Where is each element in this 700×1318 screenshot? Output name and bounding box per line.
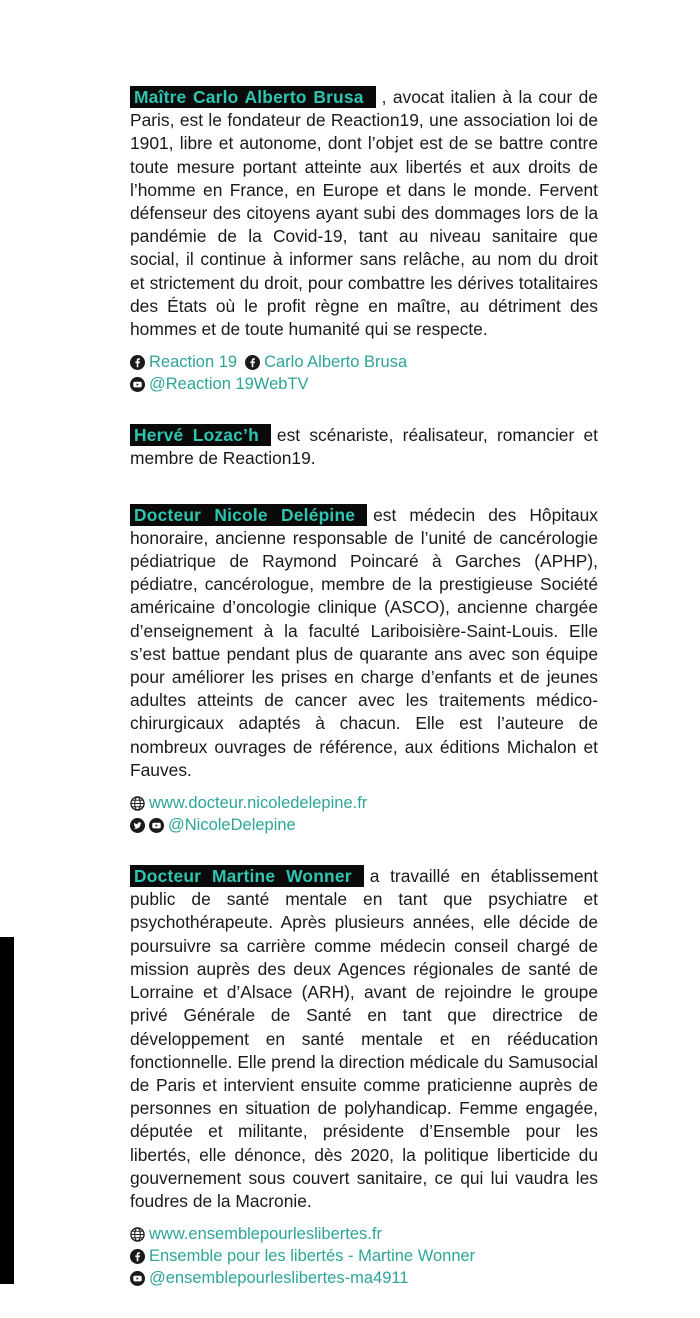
bio-text: est scénariste, réalisateur, romancier et membre de Reaction19. [130, 425, 599, 469]
links [130, 792, 598, 836]
biographies [130, 86, 598, 1318]
youtube-icon [130, 377, 145, 392]
name-tag: Maître Carlo Alberto Brusa [130, 86, 376, 108]
website-link[interactable]: www.docteur.nicoledelepine.fr [149, 793, 368, 812]
name-tag: Docteur Nicole Delépine [130, 504, 367, 526]
facebook-icon [130, 355, 145, 370]
name-tag: Hervé Lozac’h [130, 424, 271, 446]
bio-delepine [130, 504, 598, 836]
twitter-icon [130, 818, 145, 833]
website-link[interactable]: www.ensemblepourleslibertes.fr [149, 1224, 382, 1243]
links [130, 351, 598, 395]
globe-icon [130, 1227, 145, 1242]
name-tag: Docteur Martine Wonner [130, 865, 364, 887]
bio-lozach [130, 424, 598, 470]
facebook-link[interactable]: Ensemble pour les libertés - Martine Wonner [149, 1246, 476, 1265]
facebook-icon [130, 1249, 145, 1264]
bio-text: a travaillé en établissement public de santé mentale en tant que psychiatre et psychothérapeute. Après plusieurs années, elle décide de poursuivre sa carrière comme médecin conseil chargé de mission auprès des deux Agences régionales de santé de Lorraine et d’Alsace (ARH), avant de rejoindre le groupe privé Générale de Santé en tant que directrice de développement en santé mentale et en rééducation fonctionnelle. Elle prend la direction médicale du Samusocial de Paris et intervient ensuite comme praticienne auprès de personnes en situation de polyhandicap. Femme engagée, députée et militante, présidente d’Ensemble pour les libertés, elle dénonce, dès 2020, la politique liberticide du gouvernement sous couvert sanitaire, ce qui lui vaudra les foudres de la Macronie. [130, 866, 598, 1211]
facebook-icon [245, 355, 260, 370]
bio-brusa [130, 86, 598, 395]
link-row [130, 373, 598, 395]
bio-paragraph [130, 504, 598, 782]
globe-icon [130, 796, 145, 811]
links [130, 1223, 598, 1289]
facebook-link[interactable]: Carlo Alberto Brusa [264, 352, 408, 371]
youtube-icon [130, 1271, 145, 1286]
link-row [130, 792, 598, 814]
youtube-icon [149, 818, 164, 833]
bio-paragraph [130, 865, 598, 1213]
bio-text: , avocat italien à la cour de Paris, est le fondateur de Reaction19, une association loi de 1901, libre et autonome, dont l’objet est de se battre contre toute mesure portant atteinte aux libertés et aux droits de l’homme en France, en Europe et dans le monde. Fervent défenseur des citoyens ayant subi des dommages lors de la pandémie de la Covid-19, tant au niveau sanitaire que social, il continue à informer sans relâche, au nom du droit et strictement du droit, pour combattre les dérives totalitaires des États où le profit règne en maître, au détriment des hommes et de toute humanité qui se respecte. [130, 87, 598, 340]
left-edge-bar [0, 937, 14, 1284]
bio-text: est médecin des Hôpitaux honoraire, ancienne responsable de l’unité de cancérologie pédiatrique de Raymond Poincaré à Garches (APHP), pédiatre, cancérologue, membre de la prestigieuse Société américaine d’oncologie clinique (ASCO), ancienne chargée d’enseignement à la faculté Lariboisière-Saint-Louis. Elle s’est battue pendant plus de quarante ans avec son équipe pour améliorer les prises en charge d’enfants et de jeunes adultes atteints de cancer avec les traitements médico-chirurgicaux adaptés à chacun. Elle est l’auteure de nombreux ouvrages de référence, aux éditions Michalon et Fauves. [130, 504, 598, 780]
youtube-link[interactable]: @Reaction 19WebTV [149, 374, 309, 393]
social-handle-link[interactable]: @NicoleDelepine [168, 815, 296, 834]
link-row [130, 1223, 598, 1245]
facebook-link[interactable]: Reaction 19 [149, 352, 238, 371]
youtube-link[interactable]: @ensemblepourleslibertes-ma4911 [149, 1268, 409, 1287]
link-row [130, 814, 598, 836]
link-row [130, 1245, 598, 1267]
link-row [130, 351, 598, 373]
bio-paragraph [130, 424, 598, 470]
bio-wonner [130, 865, 598, 1289]
bio-paragraph [130, 86, 598, 341]
link-row [130, 1267, 598, 1289]
